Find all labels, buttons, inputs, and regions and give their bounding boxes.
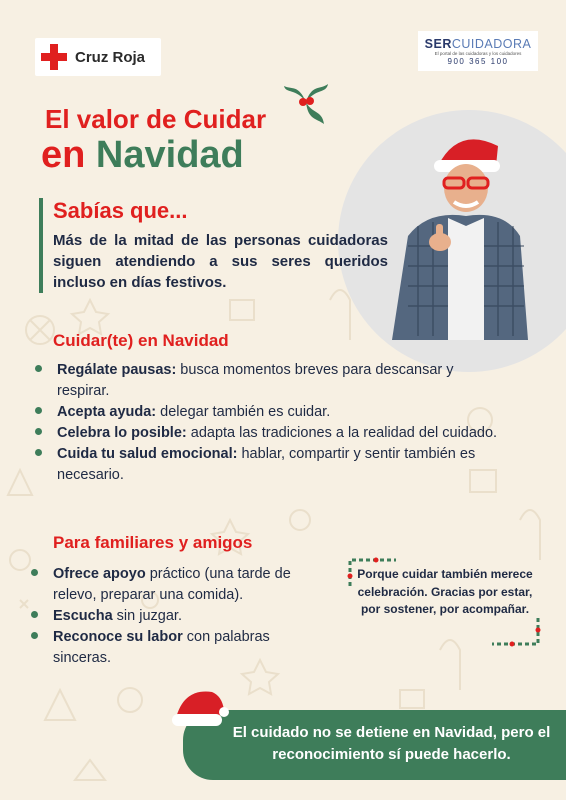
- familiares-list: [53, 564, 323, 669]
- sercuidadora-phone: 900 365 100: [447, 57, 509, 66]
- did-you-know-text: Más de la mitad de las personas cuidadoras siguen atendiendo a sus seres queridos incluso en días festivos.: [53, 232, 388, 291]
- footer-banner: [183, 710, 566, 780]
- cuidarte-list: [57, 360, 507, 486]
- title-line-2: [41, 134, 244, 177]
- list-item: Reconoce su labor con palabras sinceras.: [53, 627, 323, 669]
- footer-message: El cuidado no se detiene en Navidad, pero el reconocimiento sí puede hacerlo.: [232, 724, 551, 763]
- list-item: Ofrece apoyo práctico (una tarde de relevo, preparar una comida).: [53, 564, 323, 606]
- list-item: Escucha sin juzgar.: [53, 606, 323, 627]
- title-line-1: El valor de Cuidar: [45, 104, 267, 134]
- did-you-know-heading: Sabías que...: [53, 198, 188, 223]
- holly-icon: [282, 80, 330, 126]
- man-santa-hat-photo: [388, 126, 532, 340]
- did-you-know-box: [39, 198, 388, 293]
- santa-hat-icon: [168, 684, 230, 734]
- cruz-roja-logo-text: Cruz Roja: [75, 48, 146, 66]
- list-item: Regálate pausas: busca momentos breves para descansar y respirar.: [57, 360, 507, 402]
- sercuidadora-brand: SERCUIDADORA: [424, 37, 532, 51]
- list-item: Cuida tu salud emocional: hablar, compartir y sentir también es necesario.: [57, 444, 507, 486]
- title-en: en: [41, 134, 86, 176]
- title-navidad: Navidad: [95, 134, 244, 176]
- red-cross-icon: [41, 44, 67, 70]
- sercuidadora-tagline: El portal de las cuidadoras y los cuidadores: [434, 51, 522, 56]
- list-item: Acepta ayuda: delegar también es cuidar.: [57, 402, 507, 423]
- cruz-roja-logo: [35, 38, 161, 76]
- section-cuidarte-heading: Cuidar(te) en Navidad: [53, 331, 229, 350]
- section-familiares-heading: Para familiares y amigos: [53, 533, 253, 552]
- list-item: Celebra lo posible: adapta las tradiciones a la realidad del cuidado.: [57, 423, 507, 444]
- sercuidadora-logo: [418, 31, 538, 71]
- gratitude-quote: Porque cuidar también merece celebración. Gracias por estar, por sostener, por acompañar.: [357, 567, 533, 616]
